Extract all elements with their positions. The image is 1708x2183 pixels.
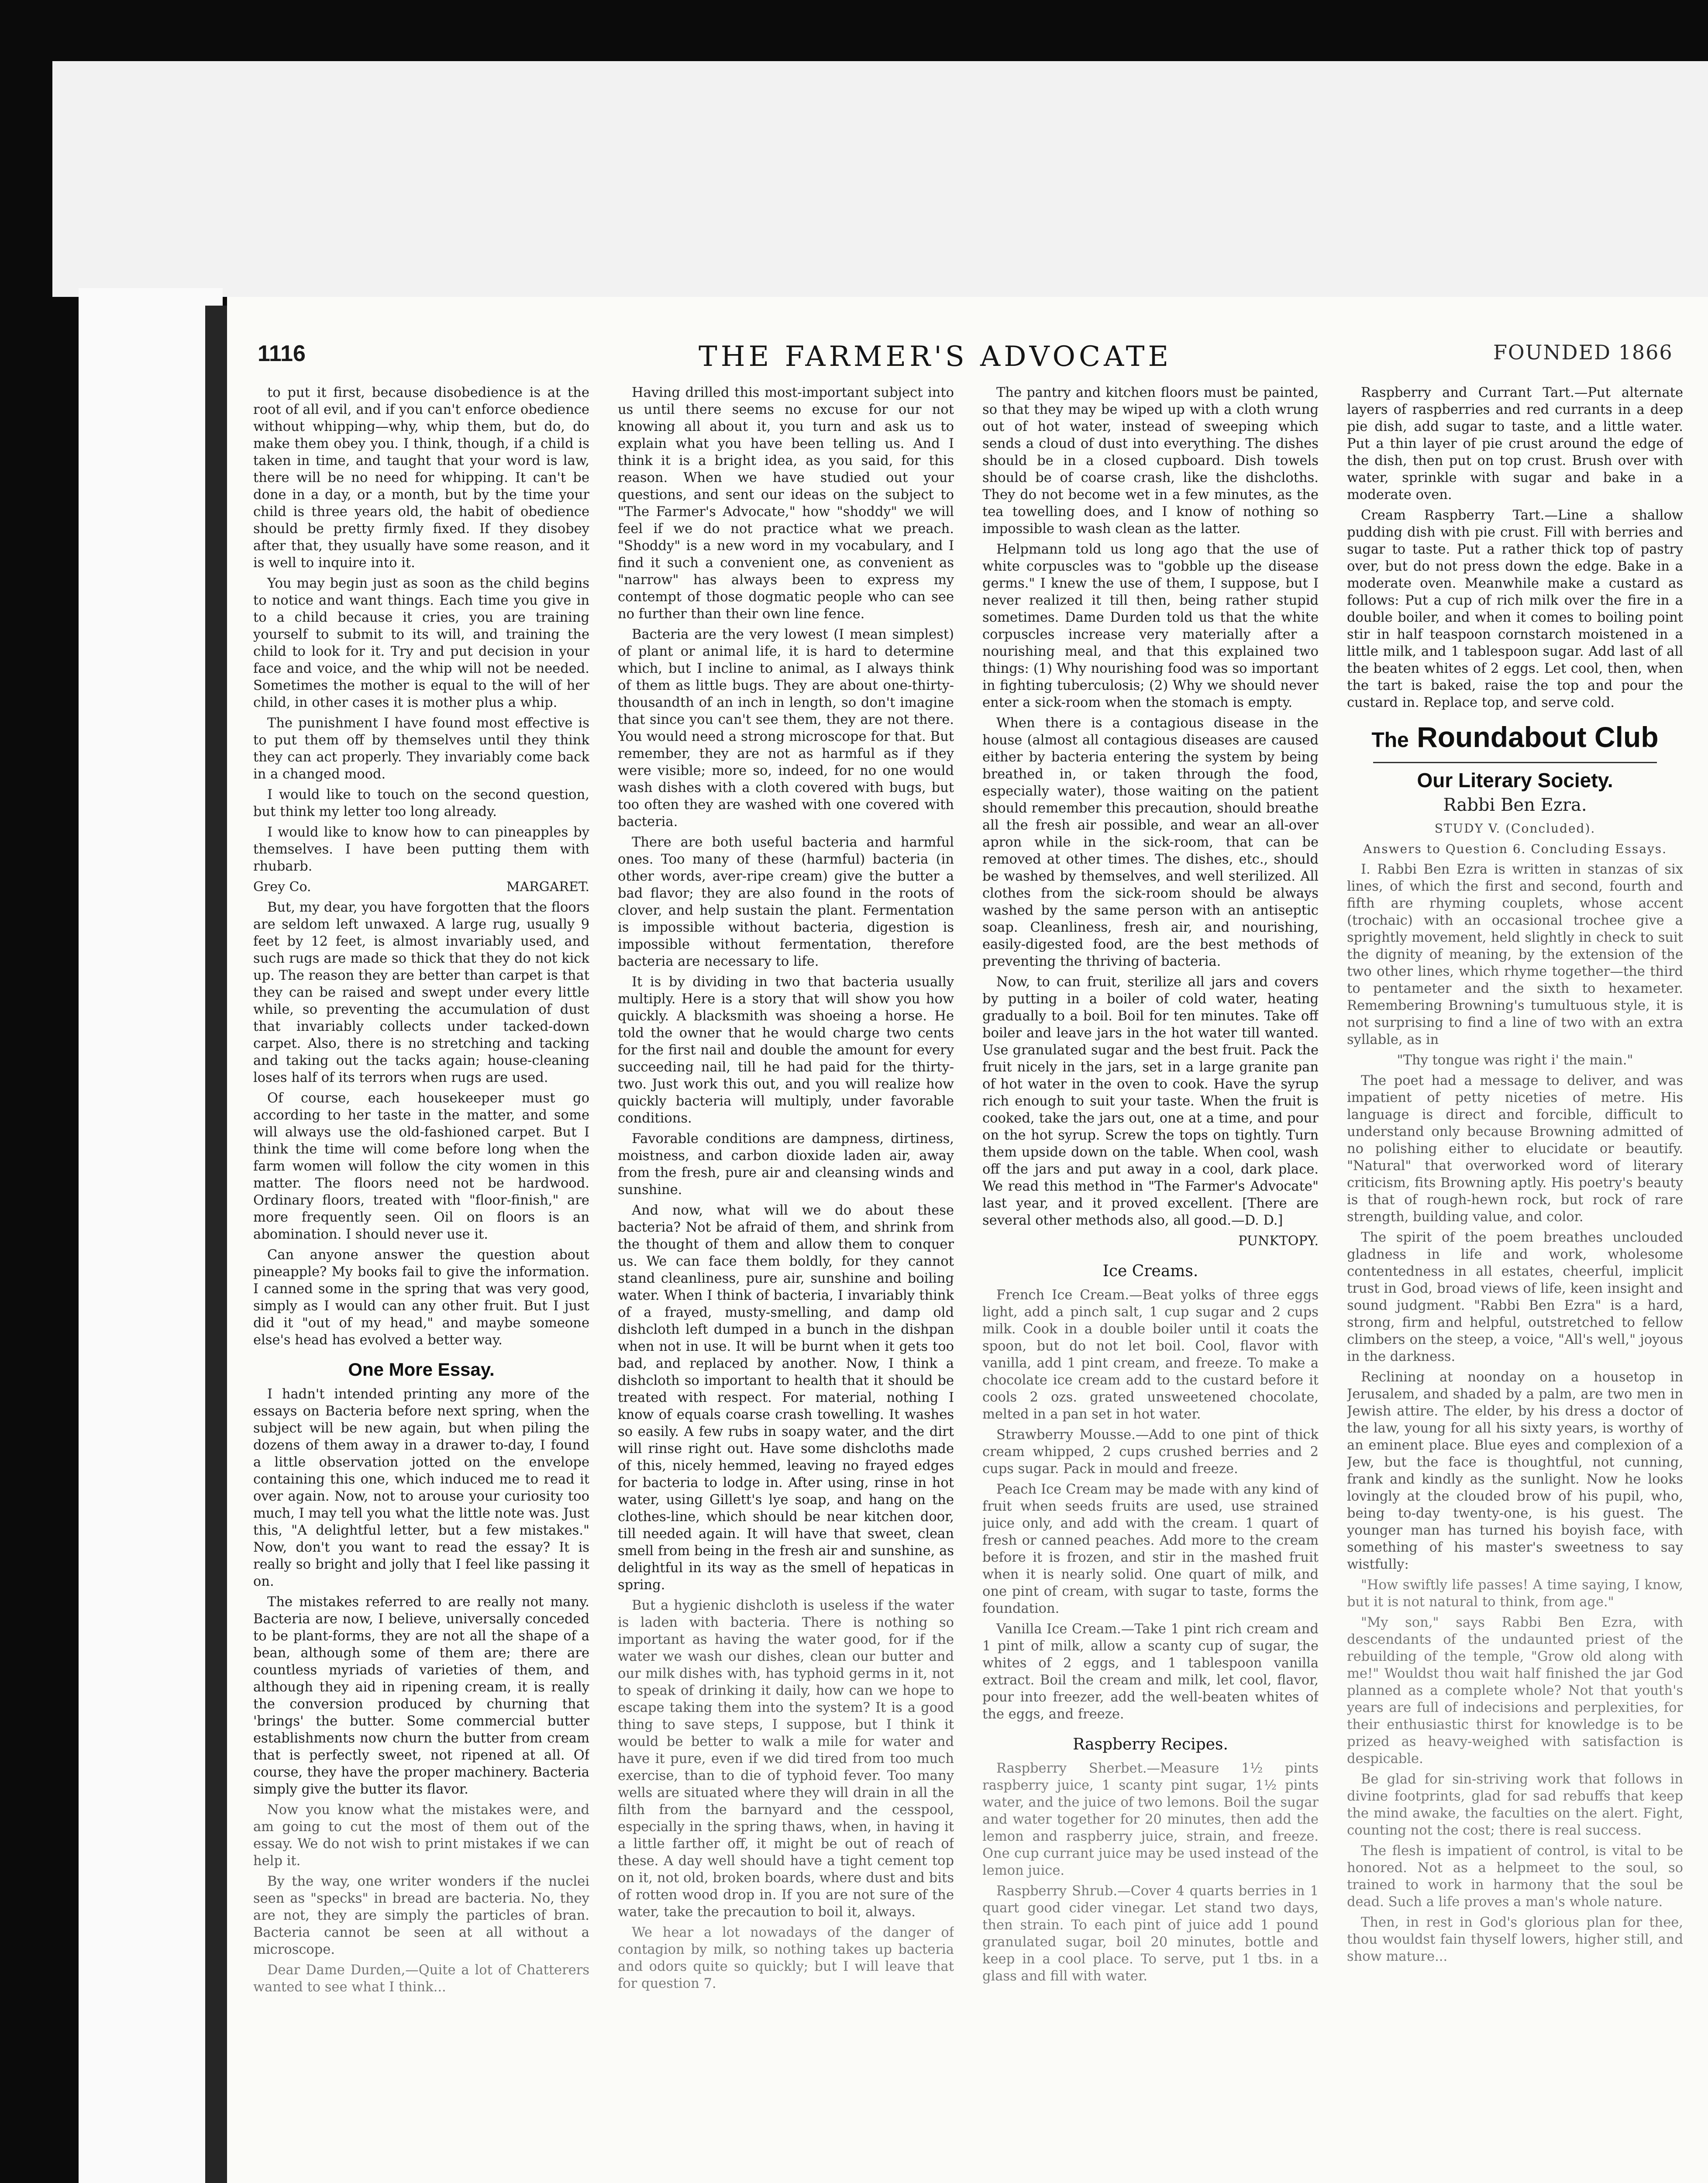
paragraph: The punishment I have found most effective is to put them off by themselves until they think they can act properly. They invariably come back in a changed mood. — [253, 716, 589, 782]
scan-left-margin — [79, 288, 223, 2183]
paragraph: There are both useful bacteria and harmful ones. Too many of these (harmful) bacteria (in other words, aver-ripe cream) give the butter a bad flavor; they are also found in the roots of clover, and help sustain the plant. Fermentation is impossible without bacteria, digestion is impossible without fermentation, therefore bacteria are necessary to life. — [618, 835, 954, 969]
paragraph: Reclining at noonday on a housetop in Jerusalem, and shaded by a palm, are two men in Jewish attire. The elder, by his dress a doctor of the law, young for all his sixty years, is worthy of an eminent place. Blue eyes and complexion of a Jew, but the face is thoughtful, not cunning, frank and kindly as the sunlight. Now he looks lovingly at the clouded brow of his pupil, who, being to-day twenty-one, is his guest. The younger man has turned his boyish face, with something of his master's sweetness to say wistfully: — [1347, 1370, 1683, 1572]
paragraph: Raspberry Sherbet.—Measure 1½ pints raspberry juice, 1 scanty pint sugar, 1½ pints water, and the juice of two lemons. Boil the sugar and water together for 20 minutes, then add the lemon and raspberry juice, strain, and freeze. One cup currant juice may be used instead of the lemon juice. — [982, 1761, 1319, 1878]
paragraph: You may begin just as soon as the child begins to notice and want things. Each time you give in to a child because it cries, you are training yourself to submit to its will, and training the child to look for it. Try and put decision in your face and voice, and the whip will not be needed. Sometimes the mother is equal to the will of her child, in other cases it is mother plus a whip. — [253, 576, 589, 710]
section-heading: Raspberry Recipes. — [1073, 1735, 1228, 1753]
section-heading: One More Essay. — [348, 1359, 495, 1380]
signature-place: Grey Co. — [253, 879, 311, 895]
paragraph: Dear Dame Durden,—Quite a lot of Chatterers wanted to see what I think... — [253, 1963, 589, 1995]
paragraph: Be glad for sin-striving work that follows in divine footprints, glad for sad rebuffs that keep the mind awake, the faculties on the alert. Fight, counting not the cost; there is real success. — [1347, 1772, 1683, 1838]
column-2 — [618, 384, 954, 2183]
paragraph: I would like to touch on the second question, but think my letter too long already. — [253, 787, 589, 819]
column-1 — [253, 384, 589, 2183]
paragraph: The pantry and kitchen floors must be painted, so that they may be wiped up with a cloth wrung out of hot water, instead of sweeping which sends a cloud of dust into everything. The dishes should be in a closed cupboard. Dish towels should be of coarse crash, like the dishcloths. They do not become wet in a few minutes, as the tea towelling does, and I know of nothing so impossible to wash clean as the latter. — [982, 385, 1319, 537]
paragraph: The mistakes referred to are really not many. Bacteria are now, I believe, universally conceded to be plant-forms, they are not all the shape of a bean, although some of them are; there are countless myriads of varieties of them, and although they aid in ripening cream, it is really the conversion produced by churning that 'brings' the butter. Some commercial butter establishments now churn the butter from cream that is perfectly sweet, not ripened at all. Of course, they have the proper machinery. Bacteria simply give the butter its flavor. — [253, 1594, 589, 1797]
club-title-the: The — [1371, 729, 1409, 752]
paragraph: Raspberry and Currant Tart.—Put alternate layers of raspberries and red currants in a deep pie dish, add sugar to taste, and a little water. Put a thin layer of pie crust around the edge of the dish, then put on top crust. Brush over with water, sprinkle with sugar and bake in a moderate oven. — [1347, 385, 1683, 503]
paragraph: Now, to can fruit, sterilize all jars and covers by putting in a boiler of cold water, heating gradually to a boil. Boil for ten minutes. Take off boiler and leave jars in the hot water till wanted. Use granulated sugar and the best fruit. Pack the fruit nicely in the jars, set in a large granite pan of hot water in the oven to cook. Have the syrup rich enough to suit your taste. When the fruit is cooked, take the jars out, one at a time, and pour on the hot syrup. Screw the tops on tightly. Turn them upside down on the table. When cool, wash off the jars and put away in a cool, dark place. We read this method in "The Farmer's Advocate" last year, and it proved excellent. [There are several other methods also, all good.—D. D.] — [982, 974, 1319, 1228]
page-number: 1116 — [258, 341, 306, 366]
paragraph: French Ice Cream.—Beat yolks of three eggs light, add a pinch salt, 1 cup sugar and 2 cups milk. Cook in a double boiler until it coats the spoon, but do not let boil. Cool, flavor with vanilla, add 1 pint cream, and freeze. To make a chocolate ice cream add to the custard before it cools 2 ozs. grated unsweetened chocolate, melted in a pan set in hot water. — [982, 1288, 1319, 1422]
paragraph: to put it first, because disobedience is at the root of all evil, and if you can't enforce obedience without whipping—why, whip them, but do, do make them obey you. I think, though, if a child is taken in time, and taught that your word is law, there will be no need for whipping. It can't be done in a day, or a month, but by the time your child is three years old, the habit of obedience should be pretty firmly fixed. If they disobey after that, they usually have some reason, and it is well to inquire into it. — [253, 385, 589, 571]
founded-line: FOUNDED 1866 — [1493, 341, 1673, 364]
paragraph: The flesh is impatient of control, is vital to be honored. Not as a helpmeet to the soul, so trained to work in harmony that the soul be dead. Such a life proves a man's whole nature. — [1347, 1843, 1683, 1910]
paragraph: But a hygienic dishcloth is useless if the water is laden with bacteria. There is nothing so important as having the water good, for if the water we wash our dishes, clean our butter and our milk dishes with, has typhoid germs in it, not to speak of drinking it daily, how can we hope to escape taking them into the system? It is a good thing to save steps, I suppose, but I think it would be better to walk a mile for water and have it pure, even if we did tired from too much exercise, than to die of typhoid fever. Too many wells are situated where they will drain in all the filth from the barnyard and the cesspool, especially in the spring thaws, when, in having it a little farther off, it might be out of reach of these. A day well should have a tight cement top on it, not old, broken boards, where dust and bits of rotten wood drop in. If you are not sure of the water, take the precaution to boil it, always. — [618, 1598, 954, 1920]
paragraph: I would like to know how to can pineapples by themselves. I have been putting them with rhubarb. — [253, 825, 589, 874]
answers-label: Answers to Question 6. Concluding Essays. — [1363, 842, 1667, 856]
paragraph: Favorable conditions are dampness, dirtiness, moistness, and carbon dioxide laden air, away from the fresh, pure air and cleansing winds and sunshine. — [618, 1131, 954, 1198]
paragraph: Now you know what the mistakes were, and am going to cut the most of them out of the essay. We do not wish to print mistakes if we can help it. — [253, 1802, 589, 1869]
poem-title: Rabbi Ben Ezra. — [1443, 795, 1587, 815]
paragraph: The spirit of the poem breathes unclouded gladness in life and work, wholesome contentedness in all estates, cheerful, implicit trust in God, broad views of life, keen insight and sound judgment. "Rabbi Ben Ezra" is a hard, strong, firm and helpful, outstretched to fellow climbers on the steep, a voice, "All's well," joyous in the darkness. — [1347, 1230, 1683, 1364]
paragraph: Vanilla Ice Cream.—Take 1 pint rich cream and 1 pint of milk, allow a scanty cup of sugar, the whites of 2 eggs, and 1 tablespoon vanilla extract. Boil the cream and milk, let cool, flavor, pour into freezer, add the well-beaten whites of the eggs, and freeze. — [982, 1622, 1319, 1722]
paragraph: The poet had a message to deliver, and was impatient of petty niceties of metre. His language is direct and forcible, difficult to understand only because Browning admitted of no polishing either to elucidate or beautify. "Natural" that overworked word of literary criticism, fits Browning aptly. His poetry's beauty is that of rough-hewn rock, but rock of rare strength, building value, and color. — [1347, 1073, 1683, 1225]
roundabout-club-title — [1347, 721, 1683, 753]
paragraph: Having drilled this most-important subject into us until there seems no excuse for our not knowing all about it, you turn and ask us to explain what you have been telling us. And I think it is a bright idea, as you said, for this reason. When we have studied out your questions, and sent our ideas on the subject to "The Farmer's Advocate," how "shoddy" we will feel if we do not practice what we preach. "Shoddy" is a new word in my vocabulary, and I find it such a convenient one, as convenient as "narrow" has always been to express my contempt of those dogmatic people who can see no further than their own line fence. — [618, 385, 954, 622]
paragraph: Then, in rest in God's glorious plan for thee, thou wouldst fain thyself lowers, higher still, and show mature... — [1347, 1915, 1683, 1964]
signature — [982, 1233, 1319, 1250]
paragraph: "My son," says Rabbi Ben Ezra, with descendants of the undaunted priest of the rebuilding of the temple, "Grow old along with me!" Wouldst thou wait half finished the jar God planned as a complete whole? Not that youth's years are full of indecisions and perplexities, for their enthusiastic thirst for knowledge is to be prized as heavy-weighed with satisfaction is despicable. — [1347, 1615, 1683, 1766]
club-title-name: Roundabout Club — [1417, 721, 1659, 753]
paragraph: Raspberry Shrub.—Cover 4 quarts berries in 1 quart good cider vinegar. Let stand two days, then strain. To each pint of juice add 1 pound granulated sugar, boil 20 minutes, bottle and keep in a cool place. To serve, put 1 tbs. in a glass and fill with water. — [982, 1883, 1319, 1984]
text-columns — [253, 384, 1694, 2183]
signature-name: MARGARET. — [506, 879, 589, 895]
column-3 — [982, 384, 1319, 2183]
paragraph: When there is a contagious disease in the house (almost all contagious diseases are caused either by bacteria entering the system by being breathed in, or taken through the food, especially water), those waiting on the patient should remember this precaution, should breathe all the fresh air possible, and wear an all-over apron while in the sick-room, that can be removed at other times. The dishes, etc., should be washed by themselves, and well sterilized. All clothes from the sick-room should be always washed by the same person with an antiseptic soap. Cleanliness, fresh air, and nourishing, easily-digested food, are the best methods of preventing the thriving of bacteria. — [982, 716, 1319, 969]
paragraph: Peach Ice Cream may be made with any kind of fruit when seeds fruits are used, use strained juice only, and add with the cream. 1 quart of fresh or canned peaches. Add more to the cream before it is frozen, and stir in the mashed fruit when it is nearly solid. One quart of milk, and one pint of cream, with sugar to taste, forms the foundation. — [982, 1482, 1319, 1616]
paragraph: It is by dividing in two that bacteria usually multiply. Here is a story that will show you how quickly. A blacksmith was shoeing a horse. He told the owner that he would charge two cents for the first nail and double the amount for every succeeding nail, till he had paid for the thirty-two. Just work this out, and you will realize how quickly bacteria will multiply, under favorable conditions. — [618, 974, 954, 1126]
signature-name: PUNKTOPY. — [1238, 1233, 1319, 1249]
paragraph: Cream Raspberry Tart.—Line a shallow pudding dish with pie crust. Fill with berries and sugar to taste. Put a rather thick top of pastry over, but do not press down the edge. Bake in a moderate oven. Meanwhile make a custard as follows: Put a cup of rich milk over the fire in a double boiler, and when it comes to boiling point stir in half teaspoon cornstarch moistened in a little milk, and 1 tablespoon sugar. Add last of all the beaten whites of 2 eggs. Let cool, then, when the tart is baked, raise the top and pour the custard in. Replace top, and serve cold. — [1347, 508, 1683, 710]
paragraph: We hear a lot nowadays of the danger of contagion by milk, so nothing takes up bacteria and odors quite so quickly; but I will leave that for question 7. — [618, 1925, 954, 1991]
column-4 — [1347, 384, 1683, 2183]
quoted-line: "Thy tongue was right i' the main." — [1397, 1053, 1633, 1068]
newspaper-page — [227, 297, 1708, 2183]
paragraph: Can anyone answer the question about pineapple? My books fail to give the information. I canned some in the spring that was very good, simply as I would can any other fruit. But I just did it "out of my head," and maybe someone else's head has evolved a better way. — [253, 1247, 589, 1348]
paragraph: Bacteria are the very lowest (I mean simplest) of plant or animal life, it is hard to determine which, but I incline to animal, as I always think of them as little bugs. They are about one-thirty-thousandth of an inch in length, so don't imagine that since you can't see them, they are not there. You would need a strong microscope for that. But remember, they are not as harmful as if they were visible; more so, indeed, for no one would wash dishes with a cloth covered with bugs, but too often they are washed with one covered with bacteria. — [618, 627, 954, 830]
study-label: STUDY V. (Concluded). — [1434, 821, 1596, 836]
signature — [253, 878, 589, 895]
paragraph: "How swiftly life passes! A time saying, I know, but it is not natural to think, from age." — [1347, 1577, 1683, 1610]
paragraph: And now, what will we do about these bacteria? Not be afraid of them, and shrink from the thought of them and allow them to conquer us. We can face them boldly, for they cannot stand cleanliness, pure air, sunshine and boiling water. When I think of bacteria, I invariably think of a frayed, musty-smelling, and damp old dishcloth left dumped in a bunch in the dishpan when not in use. It will be burnt when it gets too bad, and replaced by another. Now, I think a dishcloth so important to health that it should be treated with respect. For material, nothing I know of equals coarse crash towelling. It washes so easily. A few rubs in soapy water, and the dirt will rinse right out. Have some dishcloths made of this, nicely hemmed, leaving no frayed edges for bacteria to lodge in. After using, rinse in hot water, using Gillett's lye soap, and hang on the clothes-line, which should be near kitchen door, till needed again. It will have that sweet, clean smell from being in the fresh air and sunshine, as delightful in its way as the smell of hepaticas in spring. — [618, 1203, 954, 1593]
section-heading: Ice Creams. — [1102, 1262, 1198, 1280]
paragraph: Helpmann told us long ago that the use of white corpuscles was to "gobble up the disease germs." I knew the use of them, I suppose, but I never realized it till then, being rather stupid sometimes. Dame Durden told us that the white corpuscles increase very materially after a nourishing meal, and that this explained two things: (1) Why nourishing food was so important in fighting tuberculosis; (2) Why we should never enter a sick-room when the stomach is empty. — [982, 542, 1319, 710]
divider — [1373, 762, 1657, 763]
paragraph: Strawberry Mousse.—Add to one pint of thick cream whipped, 2 cups crushed berries and 2 cups sugar. Pack in mould and freeze. — [982, 1427, 1319, 1477]
journal-title: THE FARMER'S ADVOCATE — [699, 341, 1172, 373]
paragraph: I hadn't intended printing any more of the essays on Bacteria before next spring, when the subject will be new again, but when piling the dozens of them away in a drawer to-day, I found a little observation jotted on the envelope containing this one, which induced me to read it over again. Now, not to arouse your curiosity too much, I may tell you what the little note was. Just this, "A delightful letter, but a few mistakes." Now, don't you want to read the essay? It is really so bright and jolly that I feel like passing it on. — [253, 1387, 589, 1589]
paragraph: But, my dear, you have forgotten that the floors are seldom left unwaxed. A large rug, usually 9 feet by 12 feet, is almost invariably used, and such rugs are made so thick that they do not kick up. The reason they are better than carpet is that they can be raised and swept under every little while, so preventing the accumulation of dust that invariably collects under tacked-down carpet. Also, there is no stretching and tacking and taking out the tacks again; house-cleaning loses half of its terrors when rugs are used. — [253, 900, 589, 1085]
scan-top-margin — [52, 61, 1708, 297]
paragraph: I. Rabbi Ben Ezra is written in stanzas of six lines, of which the first and second, fourth and fifth are rhyming couplets, whose accent (trochaic) with an occasional trochee give a sprightly movement, held slightly in check to suit the dignity of meaning, by the extension of the two other lines, which rhyme together—the third to pentameter and the sixth to hexameter. Remembering Browning's tumultuous style, it is not surprising to find a line of two with an extra syllable, as in — [1347, 862, 1683, 1047]
literary-society-heading: Our Literary Society. — [1417, 769, 1613, 792]
paragraph: By the way, one writer wonders if the nuclei seen as "specks" in bread are bacteria. No, they are not, they are simply the particles of bran. Bacteria cannot be seen at all without a microscope. — [253, 1874, 589, 1957]
paragraph: Of course, each housekeeper must go according to her taste in the matter, and some will always use the old-fashioned carpet. But I think the time will come before long when the farm women will follow the city women in this matter. The floors need not be hardwood. Ordinary floors, treated with "floor-finish," are more frequently seen. Oil on floors is an abomination. I should never use it. — [253, 1091, 589, 1242]
